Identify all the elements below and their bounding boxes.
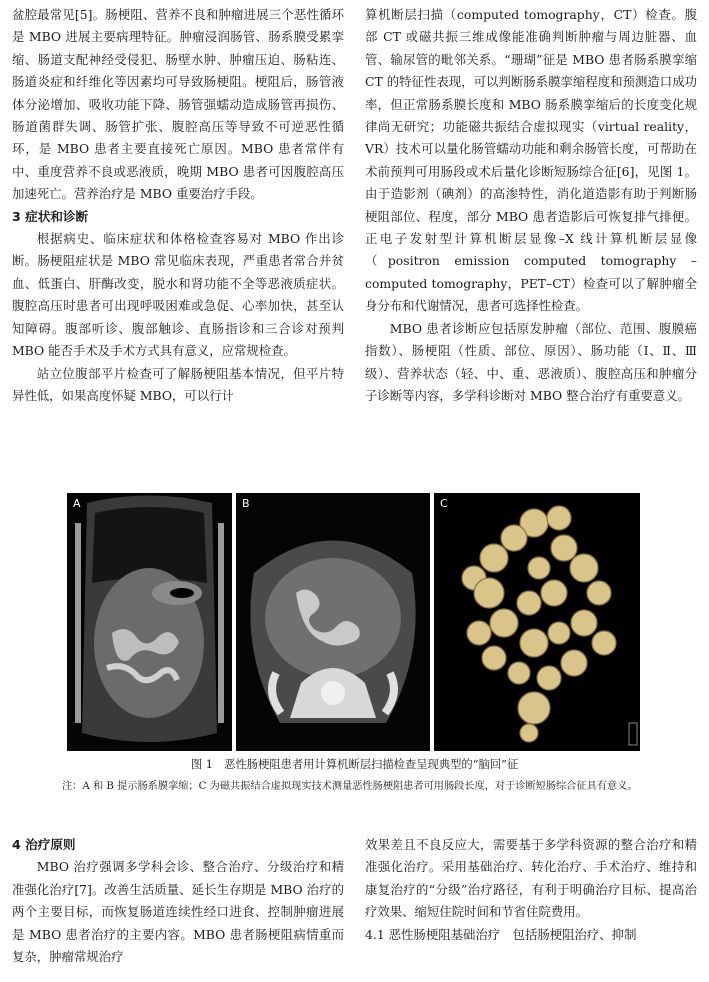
- panel-label-c: C: [440, 497, 448, 510]
- ct-coronal-illustration: [67, 493, 232, 751]
- figure-1: [67, 493, 640, 751]
- paragraph: 根据病史、临床症状和体格检查容易对 MBO 作出诊断。肠梗阻症状是 MBO 常见临床表现，严重患者常合并贫血、低蛋白、肝酶改变，脱水和肾功能不全等恶液质症状。腹腔高压时患者可出现呼吸困难或急促、心率加快，甚至认知障碍。腹部听诊、腹部触诊、直肠指诊和三合诊对预判 MBO 能否手术及手术方式具有意义，应常规检查。: [12, 231, 344, 359]
- paragraph: 算机断层扫描（computed tomography，CT）检查。腹部 CT 或磁共振三维成像能准确判断肿瘤与周边脏器、血管、输尿管的毗邻关系。“珊瑚”征是 MBO 患者肠系膜挛缩 CT 的特征性表现，可以判断肠系膜挛缩程度和预测造口成功率，但正常肠系膜长度和 MBO 肠系膜挛缩后的长度变化规律尚无研究；功能磁共振结合虚拟现实（virtual reality，VR）技术可以量化肠管蠕动功能和剩余肠管长度，可帮助在术前预判可用肠段或术后量化诊断短肠综合征[6]，见图 1。由于造影剂（碘剂）的高渗特性，消化道造影有助于判断肠梗阻部位、程度，部分 MBO 患者造影后可恢复排气排便。正电子发射型计算机断层显像–X 线计算机断层显像（positron emission computed tomography – computed tomography，PET–CT）检查可以了解肿瘤全身分布和代谢情况，患者可选择性检查。: [365, 7, 697, 314]
- ct-axial-illustration: [236, 493, 430, 751]
- paragraph: 站立位腹部平片检查可了解肠梗阻基本情况，但平片特异性低，如果高度怀疑 MBO，可以行计: [12, 365, 344, 403]
- paragraph: MBO 治疗强调多学科会诊、整合治疗、分级治疗和精准强化治疗[7]。改善生活质量、延长生存期是 MBO 治疗的两个主要目标，而恢复肠道连续性经口进食、控制肿瘤进展是 MBO 患者治疗的主要内容。MBO 患者肠梗阻病情重而复杂，肿瘤常规治疗: [12, 859, 344, 965]
- section-heading-symptoms: 3 症状和诊断: [12, 208, 89, 224]
- vr-bowel-reconstruction: [434, 493, 640, 751]
- figure-note: 注：A 和 B 提示肠系膜挛缩；C 为磁共振结合虚拟现实技术测量恶性肠梗阻患者可用肠段长度，对于诊断短肠综合征具有意义。: [62, 781, 638, 792]
- ct-image-coronal: [67, 493, 232, 751]
- figure-caption: 图 1 恶性肠梗阻患者用计算机断层扫描检查呈现典型的“脑回”征: [190, 758, 519, 771]
- vr-bowel-illustration: [434, 493, 640, 751]
- paragraph: 盆腔最常见[5]。肠梗阻、营养不良和肿瘤进展三个恶性循环是 MBO 进展主要病理特征。肿瘤浸润肠管、肠系膜受累挛缩、肠道支配神经受侵犯、肠壁水肿、肿瘤压迫、肠粘连、肠道炎症和纤维化等因素均可导致肠梗阻。梗阻后，肠管液体分泌增加、吸收功能下降、肠管强蠕动造成肠管再损伤、肠道菌群失调、肠管扩张、腹腔高压等导致不可逆恶性循环，是 MBO 患者主要直接死亡原因。MBO 患者常伴有中、重度营养不良或恶液质，晚期 MBO 患者可因腹腔高压加速死亡。营养治疗是 MBO 重要治疗手段。: [12, 7, 344, 202]
- section-heading-treatment: 4 治疗原则: [12, 837, 76, 852]
- panel-label-b: B: [242, 497, 250, 510]
- right-column-bottom: [365, 834, 697, 946]
- right-column-top: [365, 4, 697, 407]
- paragraph: 效果差且不良反应大，需要基于多学科资源的整合治疗和精准强化治疗。采用基础治疗、转化治疗、手术治疗、维持和康复治疗的“分级”治疗路径，有利于明确治疗目标、提高治疗效果、缩短住院时间和节省住院费用。: [365, 837, 697, 920]
- panel-label-a: A: [73, 497, 81, 510]
- ct-image-axial: [236, 493, 430, 751]
- left-column-bottom: [12, 834, 344, 968]
- left-column-top: [12, 4, 344, 407]
- paragraph: MBO 患者诊断应包括原发肿瘤（部位、范围、腹膜癌指数）、肠梗阻（性质、部位、原因）、肠功能（Ⅰ、Ⅱ、Ⅲ级）、营养状态（轻、中、重、恶液质）、腹腔高压和肿瘤分子诊断等内容，多学科诊断对 MBO 整合治疗有重要意义。: [365, 320, 697, 403]
- subsection-heading: 4.1 恶性肠梗阻基础治疗 包括肠梗阻治疗、抑制: [365, 926, 637, 942]
